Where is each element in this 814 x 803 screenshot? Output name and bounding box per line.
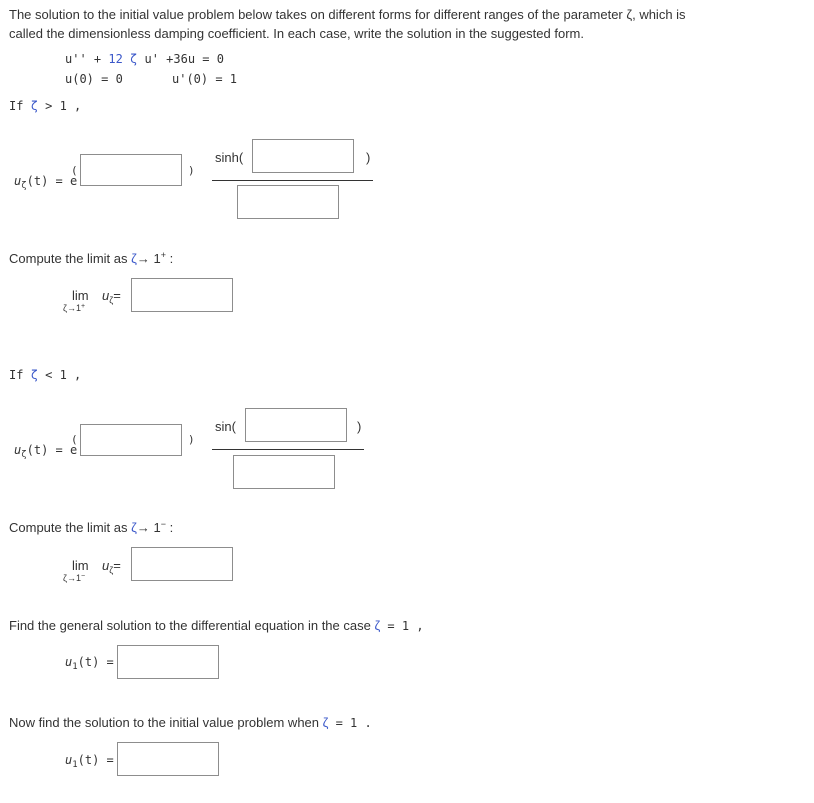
- case1-limit-sup: +: [160, 250, 166, 260]
- ode-lhs: u'' +: [65, 52, 109, 66]
- ivp-solution-input[interactable]: [117, 742, 219, 776]
- case1-ineq: > 1 ,: [37, 99, 82, 113]
- general-eq: = 1 ,: [380, 619, 424, 633]
- case1-limit-input[interactable]: [131, 278, 233, 312]
- case2-limit-arrow: → 1: [136, 520, 161, 535]
- case2-ineq: < 1 ,: [37, 368, 82, 382]
- case2-if: If: [9, 368, 31, 382]
- general-lhs: [65, 655, 114, 672]
- sin-label: sin(: [215, 419, 236, 434]
- initial-condition-u: u(0) = 0: [65, 72, 123, 86]
- general-text: Find the general solution to the differential equation in the case: [9, 618, 375, 633]
- case2-zeta: ζ: [30, 368, 38, 382]
- ode-equation: [65, 52, 224, 66]
- case1-limit-text: Compute the limit as: [9, 251, 132, 266]
- case1-lim-under: [63, 303, 85, 313]
- case2-lim-word: lim: [72, 558, 89, 573]
- case1-lim-under-text: ζ→1: [63, 303, 81, 313]
- case1-if: If: [9, 99, 31, 113]
- case2-open-paren: (: [71, 433, 78, 446]
- case2-denominator-input[interactable]: [233, 455, 335, 489]
- ivp-eq: = 1 .: [328, 716, 372, 730]
- damping-coefficient: 12 ζ: [108, 52, 138, 66]
- case2-eq: (t) = e: [26, 443, 78, 457]
- case2-limit-zeta: ζ: [131, 520, 137, 535]
- case1-eq: (t) = e: [26, 174, 78, 188]
- initial-condition-u-prime: u'(0) = 1: [172, 72, 238, 86]
- case2-lim-eq: =: [113, 558, 121, 573]
- ivp-prompt: [9, 715, 372, 730]
- case2-lim-u-letter: u: [102, 558, 110, 573]
- case2-limit-colon: :: [165, 520, 174, 535]
- case1-close-paren: ): [188, 164, 195, 177]
- case1-limit-arrow: → 1: [136, 251, 161, 266]
- general-u: u: [65, 655, 73, 669]
- general-prompt: [9, 618, 424, 633]
- ivp-text: Now find the solution to the initial value problem when: [9, 715, 323, 730]
- sinh-argument-input[interactable]: [252, 139, 354, 173]
- case2-limit-text: Compute the limit as: [9, 520, 132, 535]
- case1-lim-under-sup: +: [80, 303, 86, 310]
- ode-rest: u' +36u = 0: [137, 52, 224, 66]
- case2-limit-prompt: [9, 520, 173, 535]
- case2-lim-under: [63, 573, 85, 583]
- case1-open-paren: (: [71, 164, 78, 177]
- case2-limit-sup: −: [160, 519, 166, 529]
- intro-line-1: The solution to the initial value problem below takes on different forms for different ranges of the parameter ζ, which is: [9, 7, 686, 22]
- case2-condition: [9, 368, 81, 382]
- sinh-close-paren: ): [366, 150, 371, 165]
- ivp-lhs: [65, 753, 114, 770]
- case1-lim-eq: =: [113, 288, 121, 303]
- sin-close-paren: ): [357, 419, 362, 434]
- case1-lim-word: lim: [72, 288, 89, 303]
- case1-u: u: [14, 174, 22, 188]
- case1-lhs: [14, 174, 78, 191]
- ivp-u-sub: 1: [72, 760, 78, 770]
- case2-lim-u-sub: ζ: [109, 565, 114, 575]
- case2-close-paren: ): [188, 433, 195, 446]
- case2-lhs: [14, 443, 78, 460]
- sinh-label: sinh(: [215, 150, 244, 165]
- case1-condition: [9, 99, 81, 113]
- general-u-sub: 1: [72, 662, 78, 672]
- case2-limit-input[interactable]: [131, 547, 233, 581]
- general-zeta: ζ: [374, 618, 381, 633]
- case1-u-sub: ζ: [21, 181, 27, 191]
- case1-limit-zeta: ζ: [131, 251, 137, 266]
- ivp-eq-sign: (t) =: [77, 753, 114, 767]
- case1-zeta: ζ: [30, 99, 38, 113]
- ivp-u: u: [65, 753, 73, 767]
- case1-limit-prompt: [9, 251, 173, 266]
- case2-lim-under-sup: −: [80, 573, 86, 580]
- case2-exponent-input[interactable]: [80, 424, 182, 456]
- case1-lim-u: [102, 288, 121, 303]
- case2-lim-under-text: ζ→1: [63, 573, 81, 583]
- case2-lim-u: [102, 558, 121, 573]
- case2-u: u: [14, 443, 22, 457]
- case1-limit-colon: :: [165, 251, 174, 266]
- case2-fraction-bar: [212, 449, 364, 450]
- case1-denominator-input[interactable]: [237, 185, 339, 219]
- intro-line-2: called the dimensionless damping coefficient. In each case, write the solution in the suggested form.: [9, 26, 584, 41]
- case2-u-sub: ζ: [21, 450, 27, 460]
- case1-lim-u-sub: ζ: [109, 295, 114, 305]
- ivp-zeta: ζ: [322, 715, 329, 730]
- case1-fraction-bar: [212, 180, 373, 181]
- general-eq-sign: (t) =: [77, 655, 114, 669]
- case1-lim-u-letter: u: [102, 288, 110, 303]
- general-solution-input[interactable]: [117, 645, 219, 679]
- sin-argument-input[interactable]: [245, 408, 347, 442]
- case1-exponent-input[interactable]: [80, 154, 182, 186]
